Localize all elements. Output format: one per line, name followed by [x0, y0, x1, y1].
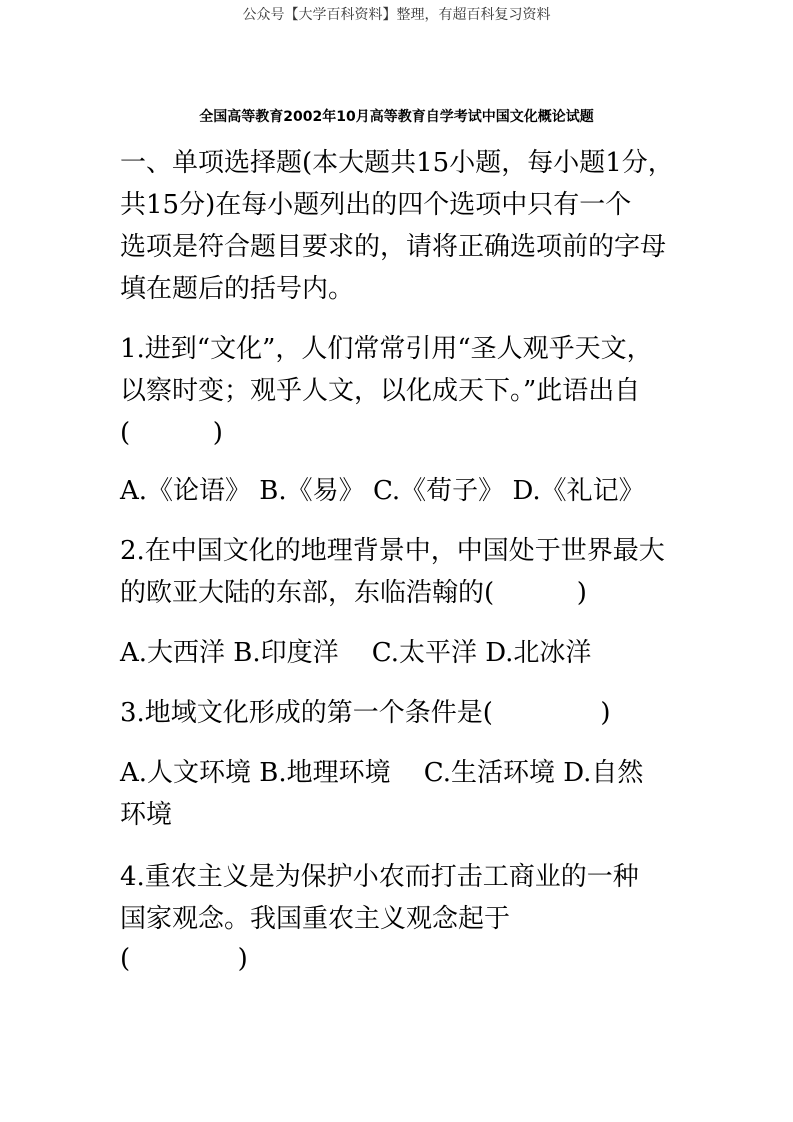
- section-heading-line: 选项是符合题目要求的，请将正确选项前的字母: [120, 232, 667, 262]
- section-heading-line: 填在题后的括号内。: [120, 274, 355, 304]
- question-2-line: 的欧亚大陆的东部，东临浩翰的( ): [120, 578, 587, 608]
- question-1-line: 以察时变；观乎人文，以化成天下。”此语出自: [120, 376, 641, 406]
- question-2-options-line: A.大西洋 B.印度洋 C.太平洋 D.北冰洋: [120, 638, 592, 668]
- question-2-options: [120, 632, 690, 674]
- question-1-line: 1.进到“文化”，人们常常引用“圣人观乎天文，: [120, 334, 653, 364]
- section-heading: [120, 142, 690, 310]
- question-4: [120, 856, 690, 940]
- question-3: [120, 692, 690, 734]
- question-4-answer-blank-block: [120, 938, 690, 980]
- section-heading-line: 一、单项选择题(本大题共15小题，每小题1分，: [120, 148, 674, 178]
- question-1-answer-blank: ( ): [120, 418, 223, 448]
- question-1: [120, 328, 690, 454]
- question-1-options: [120, 470, 690, 512]
- question-3-options-line: A.人文环境 B.地理环境 C.生活环境 D.自然: [120, 758, 644, 788]
- question-3-line: 3.地域文化形成的第一个条件是( ): [120, 698, 611, 728]
- section-heading-line: 共15分)在每小题列出的四个选项中只有一个: [120, 190, 632, 220]
- question-3-options-line: 环境: [120, 800, 173, 830]
- question-2-line: 2.在中国文化的地理背景中，中国处于世界最大: [120, 536, 665, 566]
- question-4-answer-blank: ( ): [120, 944, 248, 974]
- question-4-line: 国家观念。我国重农主义观念起于: [120, 904, 511, 934]
- header-note: 公众号【大学百科资料】整理，有超百科复习资料: [242, 7, 551, 23]
- question-1-options-line: A.《论语》 B.《易》 C.《荀子》 D.《礼记》: [120, 476, 645, 506]
- question-4-line: 4.重农主义是为保护小农而打击工商业的一种: [120, 862, 639, 892]
- question-2: [120, 530, 690, 614]
- document-title: 全国高等教育2002年10月高等教育自学考试中国文化概论试题: [199, 109, 594, 125]
- question-3-options: [120, 752, 690, 836]
